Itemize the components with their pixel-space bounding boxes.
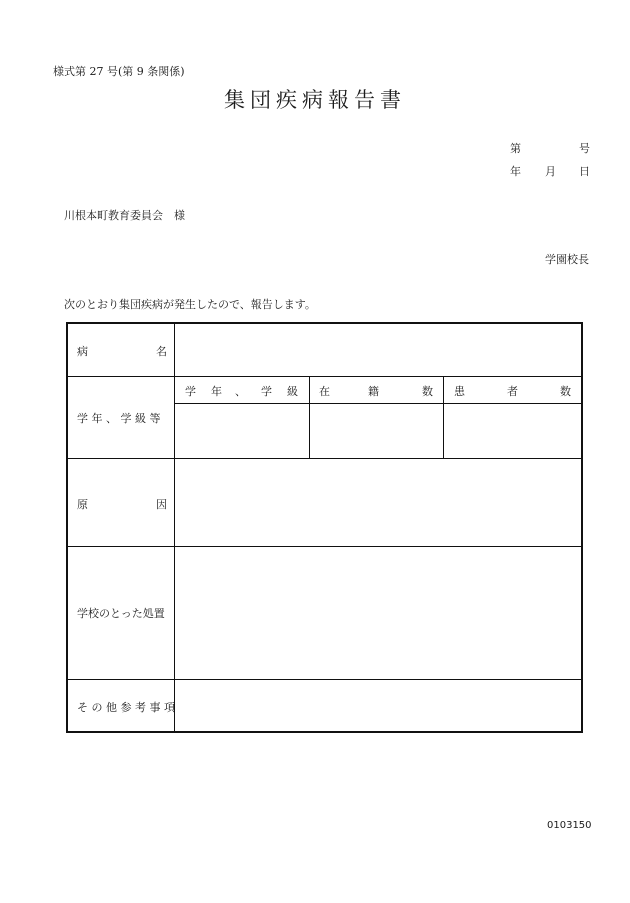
row-divider xyxy=(68,458,581,459)
label-column-divider xyxy=(174,324,175,731)
school-action-label: 学校のとった処置 xyxy=(77,607,165,620)
intro-text: 次のとおり集団疾病が発生したので、報告します。 xyxy=(64,298,316,311)
subheader-grade-5: 級 xyxy=(287,385,298,398)
document-number-suffix: 号 xyxy=(579,142,590,155)
date-month-label: 月 xyxy=(545,165,556,178)
subheader-patients-1: 患 xyxy=(454,385,465,398)
subcolumn-divider xyxy=(443,376,444,458)
disease-name-label-right: 名 xyxy=(156,345,167,358)
form-number: 様式第 27 号(第 9 条関係) xyxy=(53,65,185,78)
subheader-patients-3: 数 xyxy=(560,385,571,398)
cause-label-left: 原 xyxy=(77,498,88,511)
subheader-grade-1: 学 xyxy=(185,385,196,398)
row-divider xyxy=(68,376,581,377)
document-code: 0103150 xyxy=(547,820,592,831)
date-day-label: 日 xyxy=(579,165,590,178)
row-divider xyxy=(68,546,581,547)
report-form-table xyxy=(66,322,583,733)
subheader-divider xyxy=(174,403,581,404)
subheader-enrolled-3: 数 xyxy=(422,385,433,398)
other-notes-label: そ の 他 参 考 事 項 xyxy=(77,701,175,714)
sender: 学園校長 xyxy=(545,253,589,266)
subheader-enrolled-2: 籍 xyxy=(368,385,379,398)
document-title: 集団疾病報告書 xyxy=(224,88,406,112)
date-year-label: 年 xyxy=(510,165,521,178)
subheader-enrolled-1: 在 xyxy=(319,385,330,398)
subheader-grade-2: 年 xyxy=(211,385,222,398)
disease-name-label-left: 病 xyxy=(77,345,88,358)
cause-label-right: 因 xyxy=(156,498,167,511)
grade-class-label: 学 年 、 学 級 等 xyxy=(77,412,161,425)
subcolumn-divider xyxy=(309,376,310,458)
document-number-label: 第 xyxy=(510,142,521,155)
row-divider xyxy=(68,679,581,680)
subheader-grade-4: 学 xyxy=(261,385,272,398)
recipient: 川根本町教育委員会 様 xyxy=(64,209,185,222)
subheader-grade-3: 、 xyxy=(235,385,246,398)
subheader-patients-2: 者 xyxy=(507,385,518,398)
